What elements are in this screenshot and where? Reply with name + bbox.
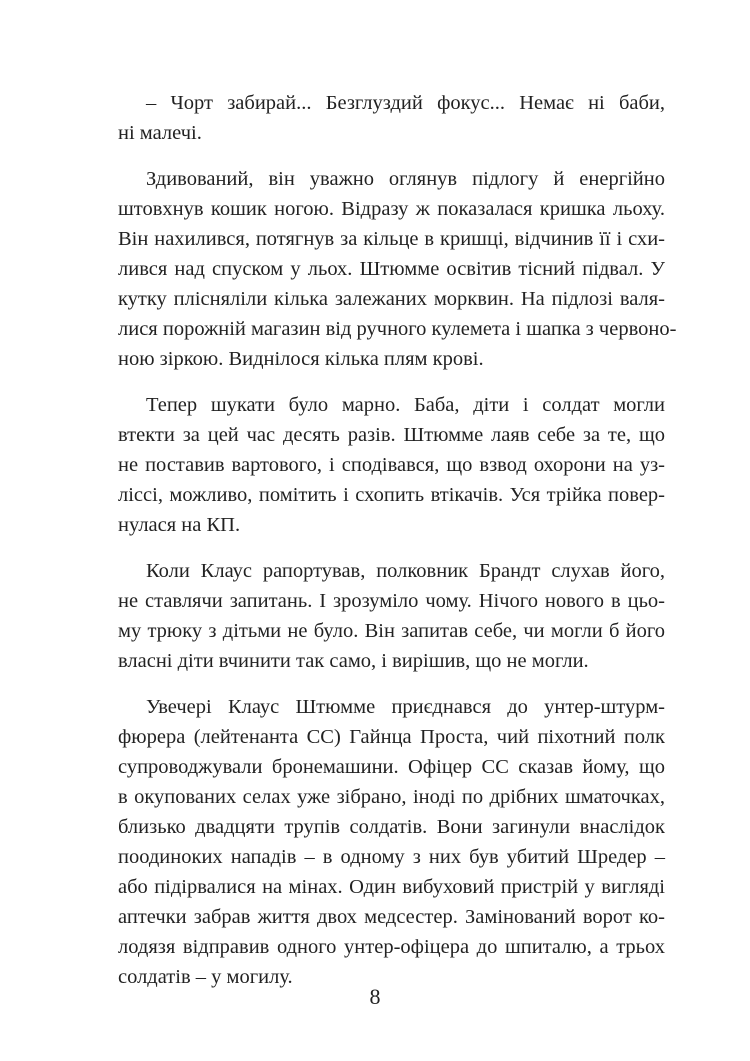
text-line: або підірвалися на мінах. Один вибуховий пристрій у вигляді	[118, 876, 665, 898]
body-text	[118, 88, 677, 1008]
page-number: 8	[369, 984, 381, 1009]
text-line: Коли Клаус рапортував, полковник Брандт слухав його,	[146, 560, 665, 582]
paragraph-1	[118, 88, 665, 148]
text-line: нулася на КП.	[118, 514, 241, 536]
text-line: ні малечі.	[118, 122, 202, 144]
text-line: втекти за цей час десять разів. Штюмме лаяв себе за те, що	[118, 424, 665, 446]
text-line: не ставлячи запитань. І зрозуміло чому. Нічого нового в цьо-	[118, 590, 665, 612]
paragraph-5	[118, 692, 665, 992]
text-line: Тепер шукати було марно. Баба, діти і солдат могли	[146, 394, 665, 416]
text-line: поодиноких нападів – в одному з них був убитий Шредер –	[118, 846, 665, 868]
text-line: штовхнув кошик ногою. Відразу ж показалася кришка льоху.	[118, 198, 665, 220]
paragraph-2	[118, 164, 677, 374]
text-line: Увечері Клаус Штюмме приєднався до унтер-штурм-	[146, 696, 665, 718]
text-line: лився над спуском у льох. Штюмме освітив тісний підвал. У	[118, 258, 665, 280]
text-line: лися порожній магазин від ручного кулемета і шапка з червоно-	[118, 318, 677, 340]
text-line: не поставив вартового, і сподівався, що взвод охорони на уз-	[118, 454, 665, 476]
text-line: близько двадцяти трупів солдатів. Вони загинули внаслідок	[118, 816, 665, 838]
text-line: Здивований, він уважно оглянув підлогу й енергійно	[146, 168, 665, 190]
paragraph-4	[118, 556, 665, 676]
text-line: му трюку з дітьми не було. Він запитав себе, чи могли б його	[118, 620, 665, 642]
text-line: в окупованих селах уже зібрано, іноді по дрібних шматочках,	[118, 786, 665, 808]
text-line: супроводжували бронемашини. Офіцер СС сказав йому, що	[118, 756, 665, 778]
text-line: фюрера (лейтенанта СС) Гайнца Проста, чий піхотний полк	[118, 726, 665, 748]
text-line: аптечки забрав життя двох медсестер. Замінований ворот ко-	[118, 906, 665, 928]
text-line: кутку плісняліли кілька залежаних морквин. На підлозі валя-	[118, 288, 665, 310]
text-line: – Чорт забирай... Безглуздий фокус... Немає ні баби,	[146, 92, 665, 114]
text-line: ліссі, можливо, помітить і схопить втікачів. Уся трійка повер-	[118, 484, 665, 506]
text-line: солдатів – у могилу.	[118, 966, 293, 988]
text-line: Він нахилився, потягнув за кільце в кришці, відчинив її і схи-	[118, 228, 665, 250]
text-line: лодязя відправив одного унтер-офіцера до шпиталю, а трьох	[118, 936, 665, 958]
text-line: власні діти вчинити так само, і вирішив, що не могли.	[118, 650, 589, 672]
paragraph-3	[118, 390, 665, 540]
text-line: ною зіркою. Виднілося кілька плям крові.	[118, 348, 484, 370]
